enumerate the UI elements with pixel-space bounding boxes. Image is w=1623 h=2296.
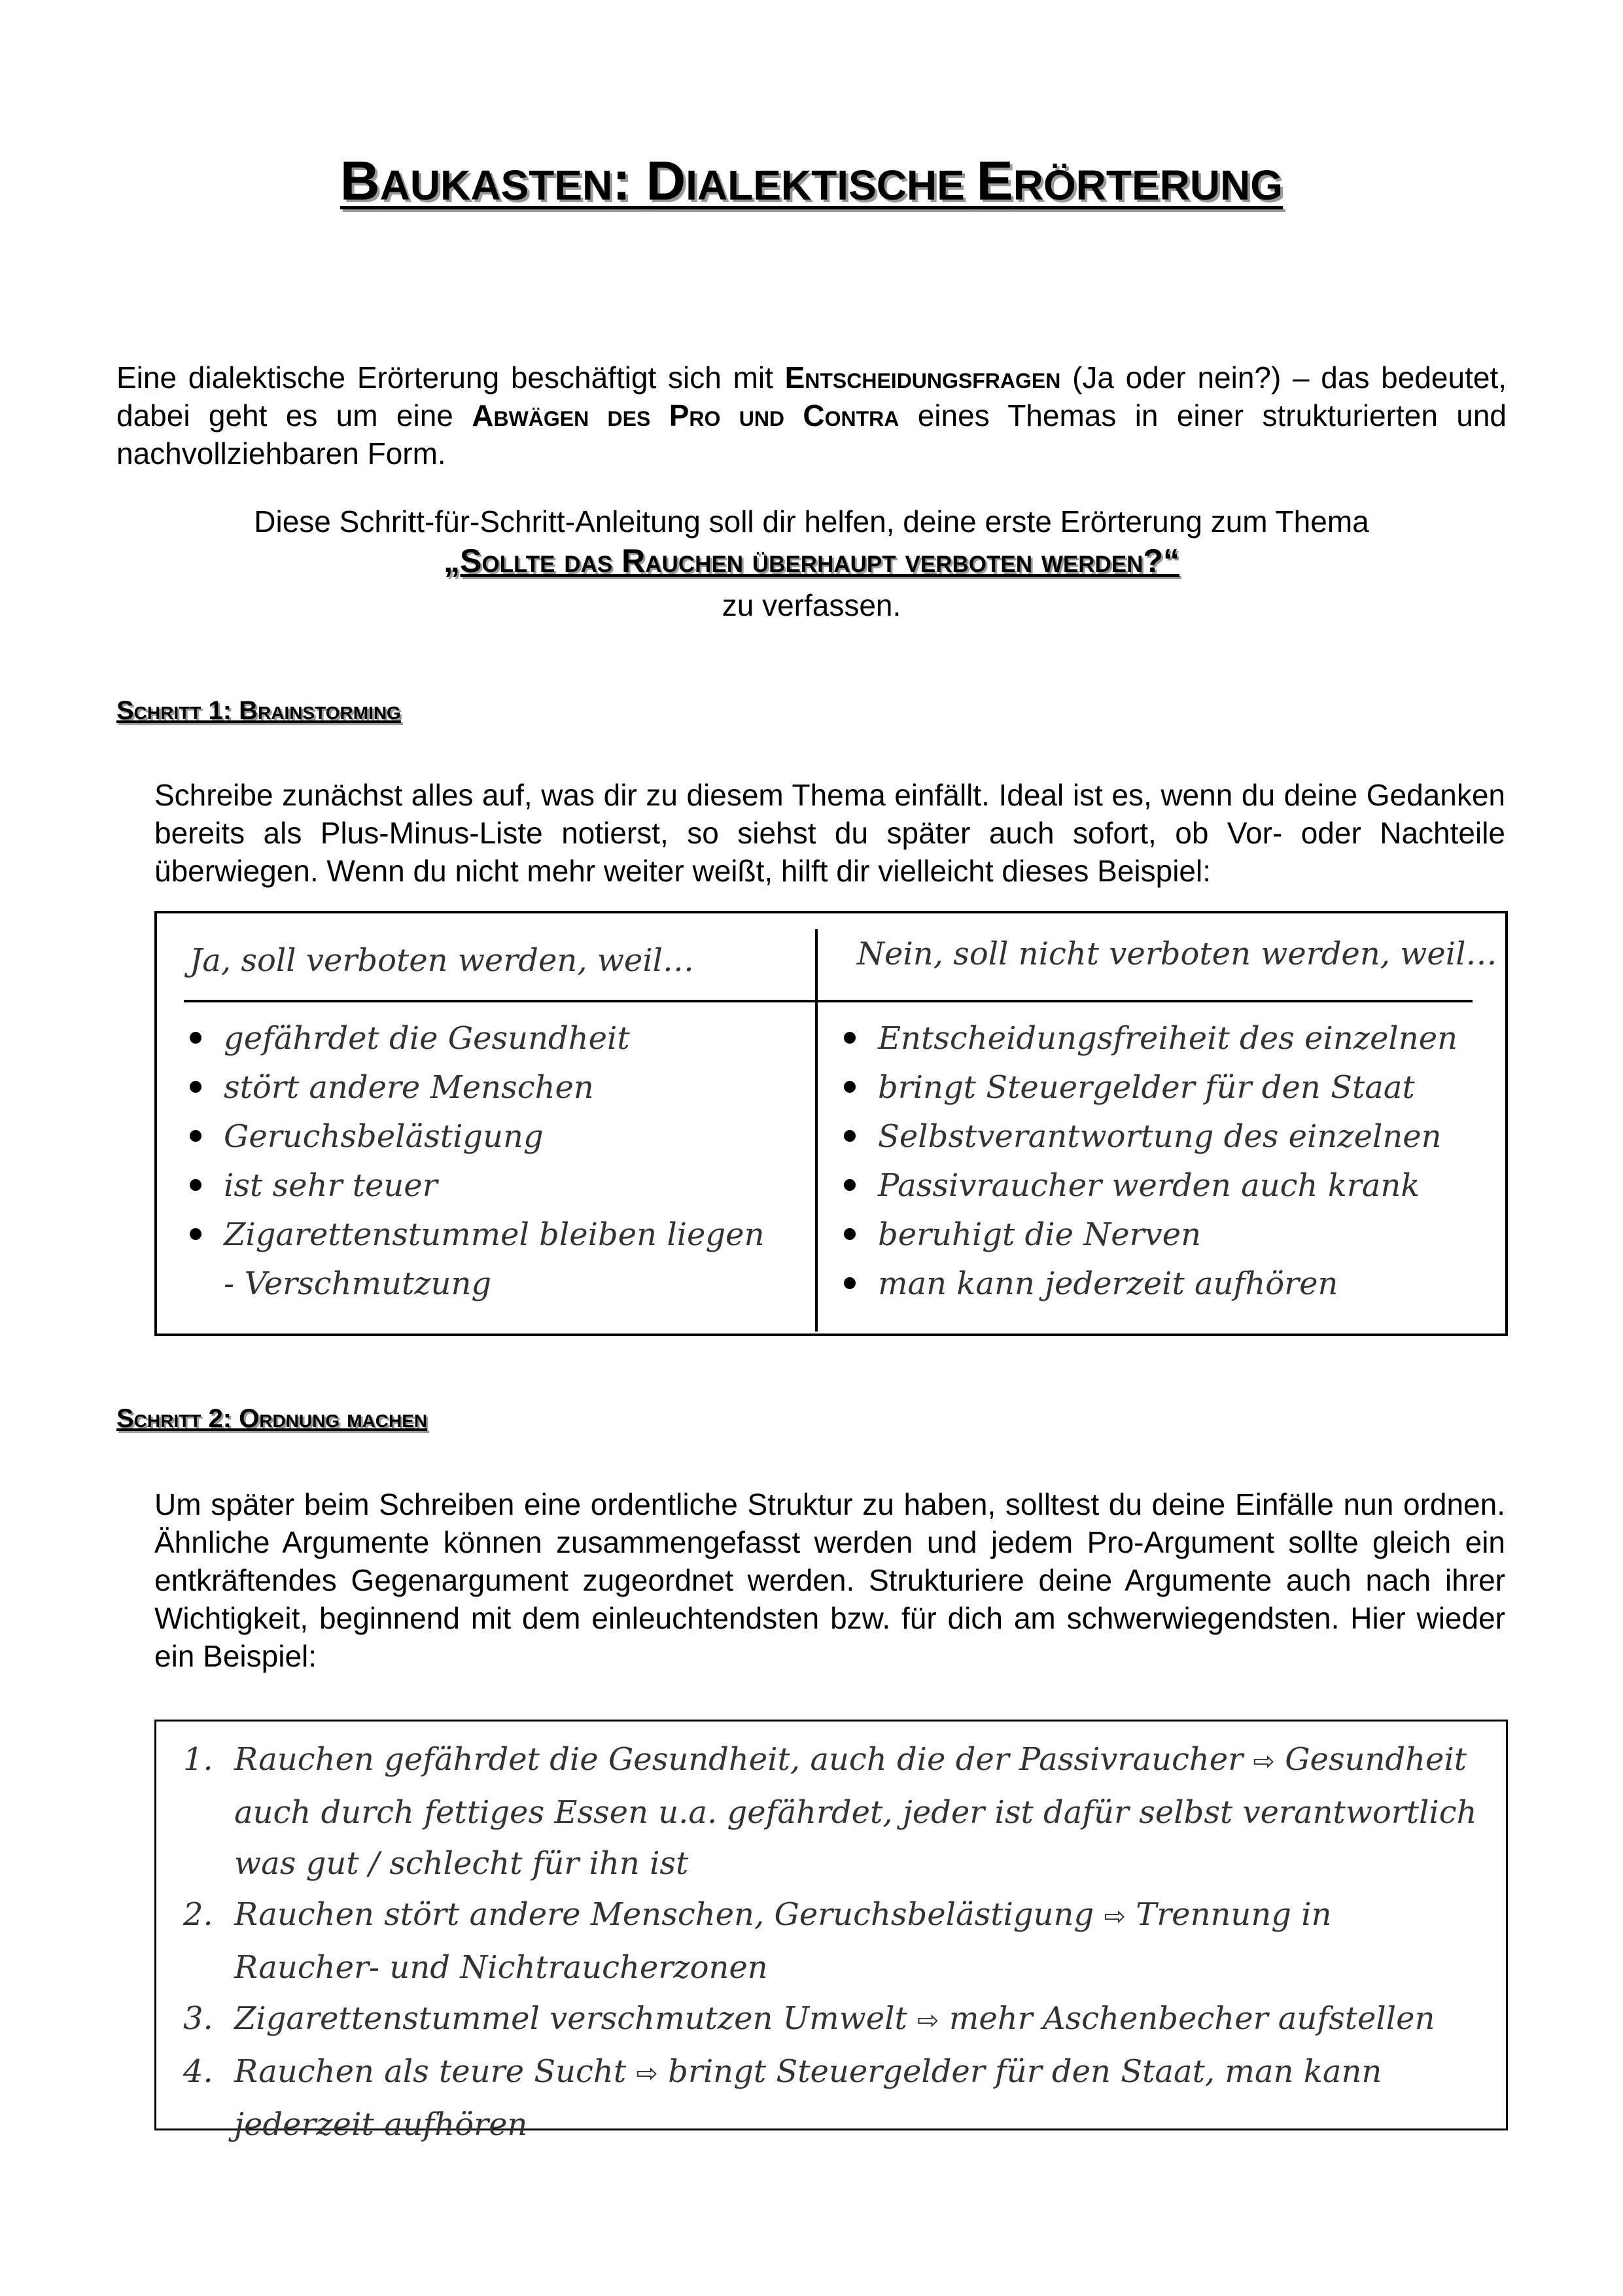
bullet-icon <box>190 1130 201 1142</box>
step2-heading: Schritt 2: Ordnung machen <box>116 1404 428 1433</box>
list-item <box>186 1112 775 1161</box>
list-item <box>186 1210 775 1309</box>
list-item-text: Selbstverantwortung des einzelnen <box>878 1118 1442 1155</box>
list-item-text: Entscheidungsfreiheit des einzelnen <box>878 1020 1458 1057</box>
arrow-right-icon: ⇨ <box>917 2005 939 2036</box>
item-number: 4. <box>183 2053 213 2090</box>
con-argument: bringt Steuergelder für den Staat, man kann jederzeit aufhören <box>234 2053 1382 2143</box>
pro-argument: Rauchen stört andere Menschen, Geruchsbelästigung <box>234 1896 1094 1933</box>
list-item <box>186 1161 775 1210</box>
list-item <box>840 1161 1494 1210</box>
title-part: RÖRTERUNG <box>1013 162 1283 209</box>
step2-paragraph: Um später beim Schreiben eine ordentliche Struktur zu haben, solltest du deine Einfälle nun ordnen. Ähnliche Argumente können zusammengefasst werden und jedem Pro-Argument sollte gleich ein entkräftendes Gegenargument zugeordnet werden. Strukturiere deine Argumente auch nach ihrer Wichtigkeit, beginnend mit dem einleuchtendsten bzw. für dich am schwerwiegendsten. Hier wieder ein Beispiel: <box>154 1487 1505 1673</box>
bullet-icon <box>190 1032 201 1044</box>
title-part: E <box>976 150 1013 211</box>
list-item-text: man kann jederzeit aufhören <box>878 1265 1338 1302</box>
list-item <box>186 1014 775 1063</box>
guide-line: zu verfassen. <box>722 588 901 622</box>
pro-column-header: Ja, soll verboten werden, weil… <box>190 942 695 979</box>
con-list <box>840 1014 1494 1309</box>
list-item <box>840 1112 1494 1161</box>
intro-keyword: Entscheidungsfragen <box>784 361 1061 395</box>
intro-paragraph <box>116 359 1507 472</box>
list-item <box>840 1063 1494 1112</box>
list-item <box>186 1063 775 1112</box>
list-item-text: gefährdet die Gesundheit <box>224 1020 630 1057</box>
header-divider <box>184 1000 1473 1002</box>
bullet-icon <box>844 1081 856 1093</box>
intro-text: Eine dialektische Erörterung beschäftigt sich mit <box>116 361 785 395</box>
step1-paragraph: Schreibe zunächst alles auf, was dir zu diesem Thema einfällt. Ideal ist es, wenn du deine Gedanken bereits als Plus-Minus-Liste notierst, so siehst du später auch sofort, ob Vor- oder Nachteile überwiegen. Wenn du nicht mehr weiter weißt, hilft dir vielleicht dieses Beispiel: <box>154 778 1505 888</box>
bullet-icon <box>190 1179 201 1191</box>
list-item-text: Passivraucher werden auch krank <box>878 1167 1420 1204</box>
guide-line: Diese Schritt-für-Schritt-Anleitung soll dir helfen, deine erste Erörterung zum Thema <box>254 504 1369 539</box>
arrow-right-icon: ⇨ <box>1253 1746 1275 1776</box>
list-item-text: ist sehr teuer <box>224 1167 438 1204</box>
item-number: 3. <box>183 2000 213 2037</box>
bullet-icon <box>190 1081 201 1093</box>
bullet-icon <box>844 1277 856 1289</box>
item-number: 2. <box>183 1896 213 1933</box>
intro-text: (Ja oder nein?) – das bedeutet, dabei geht es um eine <box>116 361 1507 433</box>
guide-topic-line <box>0 542 1623 580</box>
title-part: IALEKTISCHE <box>686 162 977 209</box>
bullet-icon <box>844 1179 856 1191</box>
arrow-right-icon: ⇨ <box>636 2058 658 2089</box>
pro-argument: Zigarettenstummel verschmutzen Umwelt <box>234 2000 907 2037</box>
list-item-text: beruhigt die Nerven <box>878 1216 1202 1253</box>
intro-keyword: Abwägen des Pro und Contra <box>472 398 899 433</box>
con-argument: Gesundheit auch durch fettiges Essen u.a. gefährdet, jeder ist dafür selbst verantwortlich was gut / schlecht für ihn ist <box>234 1741 1477 1882</box>
pro-argument: Rauchen als teure Sucht <box>234 2053 627 2090</box>
list-item <box>177 1734 1485 1889</box>
con-argument: Trennung in Raucher- und Nichtraucherzonen <box>234 1896 1332 1986</box>
title-part: B <box>340 150 380 211</box>
list-item <box>177 2046 1485 2150</box>
column-divider <box>815 929 818 1332</box>
list-item-text: Geruchsbelästigung <box>224 1118 544 1155</box>
step1-heading: Schritt 1: Brainstorming <box>116 696 401 725</box>
title-part: D <box>646 150 686 211</box>
list-item <box>840 1210 1494 1260</box>
bullet-icon <box>844 1032 856 1044</box>
bullet-icon <box>190 1228 201 1240</box>
page-title <box>0 149 1623 213</box>
intro-text: eines Themas in einer strukturierten und nachvollziehbaren Form. <box>116 398 1507 470</box>
list-item <box>840 1014 1494 1063</box>
item-number: 1. <box>183 1741 213 1778</box>
list-item-text: bringt Steuergelder für den Staat <box>878 1069 1415 1106</box>
pro-list <box>186 1014 775 1309</box>
con-argument: mehr Aschenbecher aufstellen <box>949 2000 1435 2037</box>
guide-topic: „Sollte das Rauchen überhaupt verboten werden?“ <box>444 542 1179 579</box>
list-item <box>840 1260 1494 1309</box>
list-item <box>177 1993 1485 2046</box>
title-part: AUKASTEN <box>379 162 613 209</box>
list-item <box>177 1889 1485 1993</box>
bullet-icon <box>844 1228 856 1240</box>
title-part: : <box>612 150 646 211</box>
pro-argument: Rauchen gefährdet die Gesundheit, auch die der Passivraucher <box>234 1741 1244 1778</box>
con-column-header: Nein, soll nicht verboten werden, weil… <box>857 936 1497 972</box>
bullet-icon <box>844 1130 856 1142</box>
argument-list <box>177 1734 1485 2150</box>
list-item-text: stört andere Menschen <box>224 1069 594 1106</box>
list-item-text: Zigarettenstummel bleiben liegen - Verschmutzung <box>224 1216 765 1302</box>
arrow-right-icon: ⇨ <box>1104 1901 1126 1932</box>
